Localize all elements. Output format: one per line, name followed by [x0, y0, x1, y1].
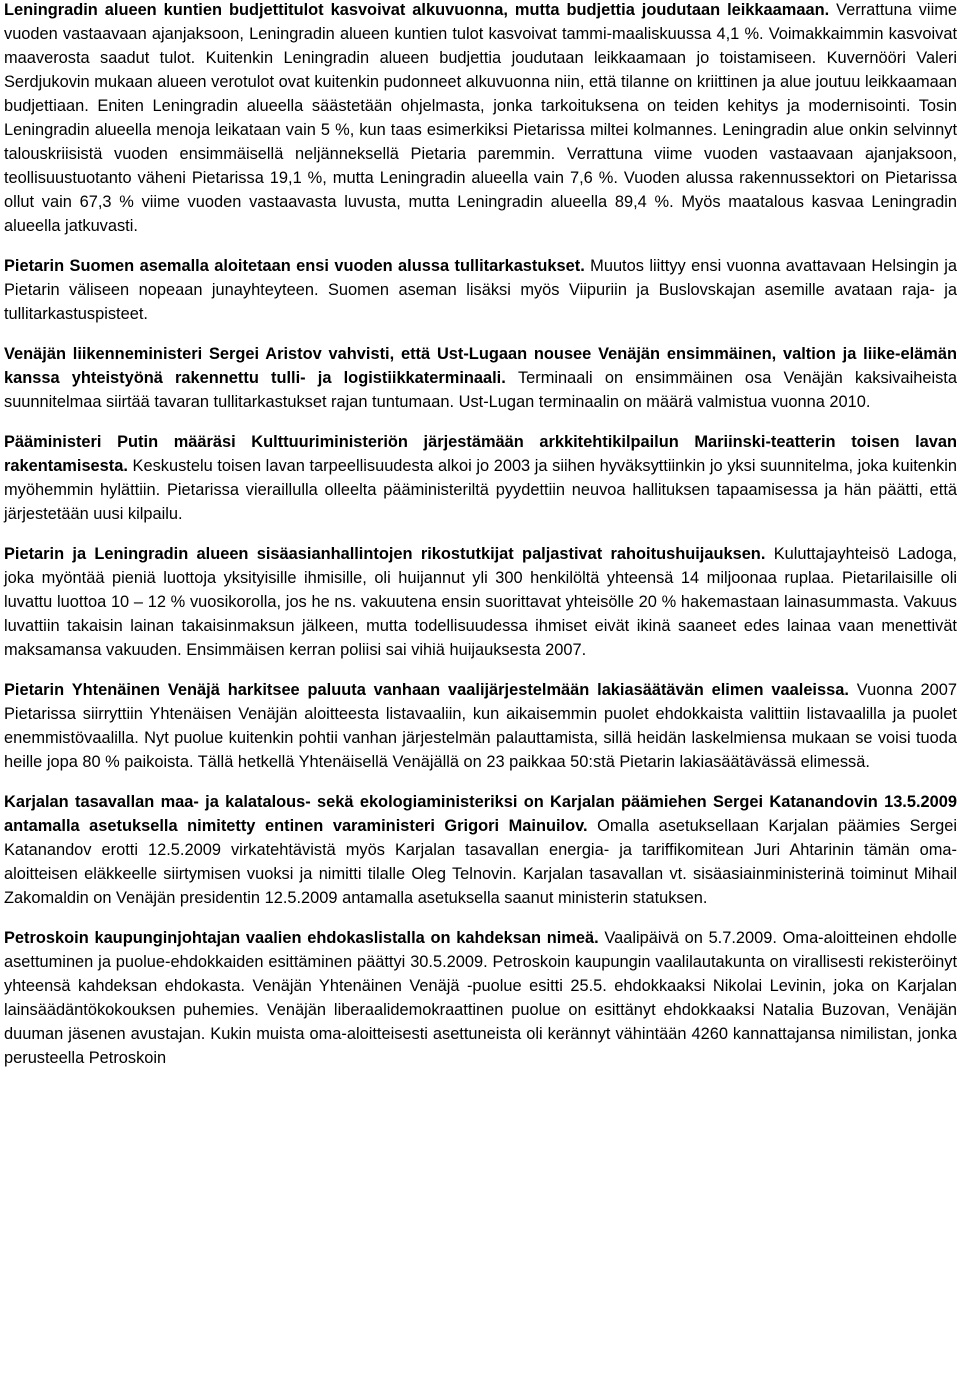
news-item-mariinsky-competition [4, 430, 957, 526]
news-headline: Pääministeri Putin määräsi Kulttuuriministeriön järjestämään arkkitehtikilpailun Mariinski-teatterin toisen lavan rakentamisesta. [4, 433, 957, 475]
news-headline: Karjalan tasavallan maa- ja kalatalous- sekä ekologiaministeriksi on Karjalan päämiehen Sergei Katanandovin 13.5.2009 antamalla asetuksella nimitetty entinen varaministeri Grigori Mainuilov. [4, 793, 957, 835]
news-headline: Petroskoin kaupunginjohtajan vaalien ehdokaslistalla on kahdeksan nimeä. [4, 929, 599, 947]
news-item-ust-luga-terminal [4, 342, 957, 414]
news-body: Verrattuna viime vuoden vastaavaan ajanjaksoon, Leningradin alueen kuntien tulot kasvoivat tammi-maaliskuussa 4,1 %. Voimakkaimmin kasvoivat maaverosta saadut tulot. Kuitenkin Leningradin alueen budjettia joudutaan leikkaamaan jo toistamiseen. Kuvernööri Valeri Serdjukovin mukaan alueen verotulot ovat kuitenkin pudonneet alkuvuonna niin, että tilanne on kriittinen ja alue joutuu leikkaamaan budjettiaan. Eniten Leningradin alueella säästetään ohjelmasta, jonka tarkoituksena on teiden kehitys ja modernisointi. Tosin Leningradin alueella menoja leikataan vain 5 %, kun taas esimerkiksi Pietarissa miltei kolmannes. Leningradin alue onkin selvinnyt talouskriisistä vuoden ensimmäisellä neljänneksellä Pietaria paremmin. Verrattuna viime vuoden vastaavaan ajanjaksoon, teollisuustuotanto väheni Pietarissa 19,1 %, mutta Leningradin alueella vain 7,6 %. Vuoden alussa rakennussektori on Pietarissa ollut vain 67,3 % viime vuoden vastaavasta luvusta, mutta Leningradin alueella 89,4 %. Myös maatalous kasvaa Leningradin alueella jatkuvasti. [4, 1, 957, 235]
news-body: Vuonna 2007 Pietarissa siirryttiin Yhtenäisen Venäjän aloitteesta listavaaliin, kun aikaisemmin puolet ehdokkaista valittiin listavaalilla ja puolet enemmistövaalilla. Nyt puolue kuitenkin pohtii vanhan järjestelmän palauttamista, sillä heidän laskelmiensa mukaan se voisi tuoda heille jopa 80 % paikoista. Tällä hetkellä Yhtenäisellä Venäjällä on 23 paikkaa 50:stä Pietarin lakiasäätävässä elimessä. [4, 681, 957, 771]
news-item-financial-fraud [4, 542, 957, 662]
news-headline: Pietarin Suomen asemalla aloitetaan ensi vuoden alussa tullitarkastukset. [4, 257, 585, 275]
news-item-finland-station-customs [4, 254, 957, 326]
news-item-leningrad-budget [4, 0, 957, 238]
news-headline: Pietarin Yhtenäinen Venäjä harkitsee paluuta vanhaan vaalijärjestelmään lakiasäätävän elimen vaaleissa. [4, 681, 849, 699]
news-body: Muutos liittyy ensi vuonna avattavaan Helsingin ja Pietarin väliseen nopeaan junayhteyteen. Suomen aseman lisäksi myös Viipuriin ja Buslovskajan asemille avataan raja- ja tullitarkastuspisteet. [4, 257, 957, 323]
news-body: Omalla asetuksellaan Karjalan päämies Sergei Katanandov erotti 12.5.2009 virkatehtävistä myös Karjalan tasavallan energia- ja tariffikomitean Juri Ahtarinin tämän oma-aloitteisen eläkkeelle siirtymisen vuoksi ja nimitti tilalle Oleg Telnovin. Karjalan tasavallan vt. sisäasiainministerinä toiminut Mihail Zakomaldin on Venäjän presidentin 12.5.2009 antamalla asetuksella saanut ministerin statuksen. [4, 817, 957, 907]
news-headline: Venäjän liikenneministeri Sergei Aristov vahvisti, että Ust-Lugaan nousee Venäjän ensimmäinen, valtion ja liike-elämän kanssa yhteistyönä rakennettu tulli- ja logistiikkaterminaali. [4, 345, 957, 387]
news-item-election-system [4, 678, 957, 774]
news-item-karelia-minister [4, 790, 957, 910]
news-headline: Leningradin alueen kuntien budjettitulot kasvoivat alkuvuonna, mutta budjettia joudutaan leikkaamaan. [4, 1, 830, 19]
news-body: Kuluttajayhteisö Ladoga, joka myöntää pieniä luottoja yksityisille ihmisille, oli huijannut yli 300 henkilöltä yhteensä 14 miljoonaa ruplaa. Pietarilaisille oli luvattu luottoa 10 – 12 % vuosikorolla, jos he ns. vakuutena ensin suorittavat yhteisölle 20 % hakemastaan lainasummasta. Vakuus luvattiin takaisin lainan takaisinmaksun jälkeen, mutta todellisuudessa ihmiset eivät ikinä saaneet edes lainaa vaan menettivät maksamansa vakuuden. Ensimmäisen kerran poliisi sai vihiä huijauksesta 2007. [4, 545, 957, 659]
news-item-petrozavodsk-election [4, 926, 957, 1070]
news-body: Keskustelu toisen lavan tarpeellisuudesta alkoi jo 2003 ja siihen hyväksyttiinkin jo yksi suunnitelma, joka kuitenkin myöhemmin hylättiin. Pietarissa vieraillulla olleelta pääministeriltä pyydettiin neuvoa hallituksen tapaamisessa ja hän päätti, että järjestetään uusi kilpailu. [4, 457, 957, 523]
news-headline: Pietarin ja Leningradin alueen sisäasianhallintojen rikostutkijat paljastivat rahoitushuijauksen. [4, 545, 766, 563]
news-body: Terminaali on ensimmäinen osa Venäjän kaksivaiheista suunnitelmaa siirtää tavaran tullitarkastukset rajan tuntumaan. Ust-Lugan terminaalin on määrä valmistua vuonna 2010. [4, 369, 957, 411]
news-body: Vaalipäivä on 5.7.2009. Oma-aloitteinen ehdolle asettuminen ja puolue-ehdokkaiden esittäminen päättyi 30.5.2009. Petroskoin kaupungin vaalilautakunta on virallisesti rekisteröinyt yhteensä kahdeksan ehdokasta. Venäjän Yhtenäinen Venäjä -puolue esitti 25.5. ehdokkaaksi Nikolai Levinin, joka on Karjalan lainsäädäntökokouksen puhemies. Venäjän liberaalidemokraattinen puolue on esittänyt ehdokkaaksi Natalia Buzovan, Venäjän duuman jäsenen avustajan. Kukin muista oma-aloitteisesti asettuneista oli kerännyt vähintään 4260 kannattajansa nimilistan, jonka perusteella Petroskoin [4, 929, 957, 1067]
